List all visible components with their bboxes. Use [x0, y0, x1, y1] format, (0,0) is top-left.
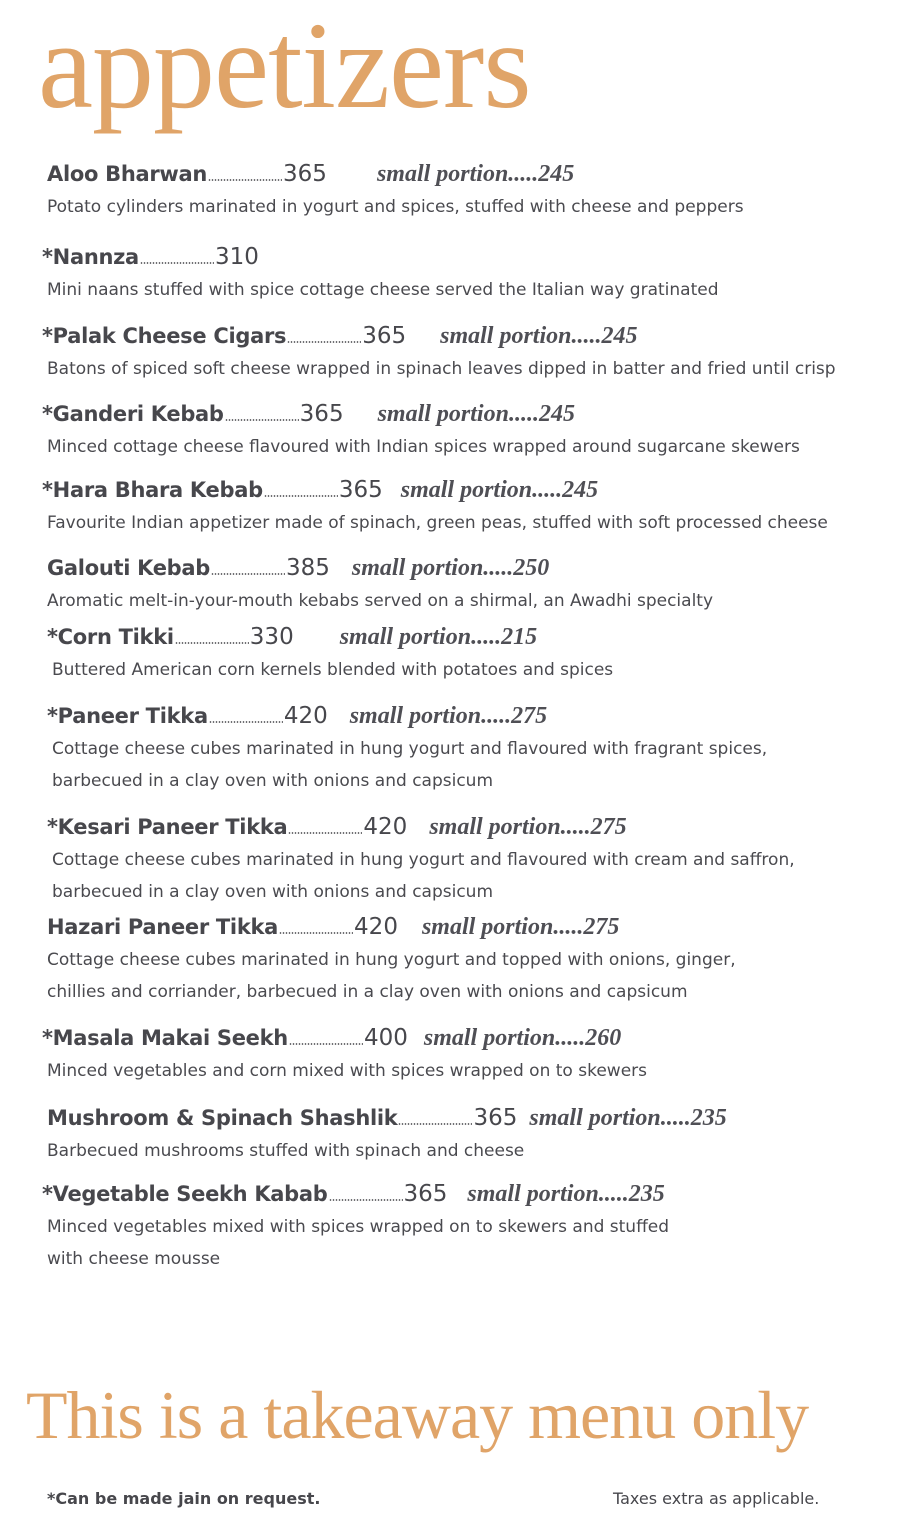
item-name: Aloo Bharwan	[47, 162, 208, 186]
menu-item	[42, 1025, 647, 1087]
dot-leader	[208, 179, 282, 181]
dot-leader	[398, 1123, 472, 1125]
menu-item-header	[47, 161, 744, 191]
menu-item	[42, 244, 719, 306]
menu-item-header	[42, 244, 719, 274]
small-portion-price: small portion.....275	[349, 703, 548, 729]
jain-note: *Can be made jain on request.	[47, 1489, 321, 1508]
item-description: Aromatic melt-in-your-mouth kebabs served on a shirmal, an Awadhi specialty	[47, 591, 714, 611]
menu-item	[47, 914, 736, 1008]
small-portion-price: small portion.....245	[377, 401, 575, 427]
menu-item	[42, 401, 800, 463]
item-description: Buttered American corn kernels blended with potatoes and spices	[52, 660, 614, 680]
small-portion-price: small portion.....235	[467, 1181, 665, 1207]
item-description: with cheese mousse	[47, 1249, 221, 1269]
menu-item-header	[42, 1181, 669, 1211]
item-description: barbecued in a clay oven with onions and capsicum	[52, 882, 494, 902]
menu-item	[47, 161, 744, 223]
item-price: 365	[403, 1181, 448, 1207]
item-name: *Corn Tikki	[47, 625, 174, 649]
tax-note: Taxes extra as applicable.	[613, 1489, 820, 1508]
item-price: 420	[283, 703, 328, 729]
small-portion-price: small portion.....250	[351, 555, 550, 581]
menu-item	[47, 624, 613, 686]
item-description: Minced vegetables mixed with spices wrapped on to skewers and stuffed	[47, 1217, 670, 1237]
dot-leader	[264, 495, 338, 497]
menu-item	[42, 1181, 669, 1275]
item-name: Galouti Kebab	[47, 556, 211, 580]
item-price: 420	[354, 914, 398, 940]
menu-item-header	[42, 477, 828, 507]
menu-item-header	[47, 624, 613, 654]
small-portion-price: small portion.....215	[339, 624, 538, 650]
menu-item-header	[47, 814, 795, 844]
menu-item	[42, 323, 836, 385]
menu-item	[47, 555, 713, 617]
takeaway-banner: This is a takeaway menu only	[26, 1377, 809, 1453]
item-price: 400	[363, 1025, 408, 1051]
small-portion-price: small portion.....245	[376, 161, 575, 187]
menu-item	[47, 814, 795, 908]
dot-leader	[329, 1199, 403, 1201]
menu-item-header	[47, 555, 713, 585]
item-description: Batons of spiced soft cheese wrapped in spinach leaves dipped in batter and fried until crisp	[47, 359, 836, 379]
dot-leader	[225, 419, 299, 421]
small-portion-price: small portion.....245	[400, 477, 599, 503]
dot-leader	[211, 573, 285, 575]
menu-item	[47, 1105, 727, 1167]
dot-leader	[287, 341, 361, 343]
item-description: Barbecued mushrooms stuffed with spinach and cheese	[47, 1141, 525, 1161]
menu-item-header	[47, 914, 736, 944]
item-name: *Palak Cheese Cigars	[42, 324, 287, 348]
dot-leader	[209, 721, 283, 723]
menu-item-header	[47, 703, 767, 733]
dot-leader	[288, 832, 362, 834]
small-portion-price: small portion.....245	[440, 323, 638, 349]
item-name: Hazari Paneer Tikka	[47, 915, 279, 939]
item-name: *Masala Makai Seekh	[42, 1026, 288, 1050]
item-price: 365	[473, 1105, 518, 1131]
item-description: Cottage cheese cubes marinated in hung yogurt and flavoured with fragrant spices,	[52, 739, 768, 759]
small-portion-price: small portion.....275	[429, 814, 627, 840]
item-description: Minced cottage cheese flavoured with Indian spices wrapped around sugarcane skewers	[47, 437, 800, 457]
menu-item-header	[42, 1025, 647, 1055]
item-description: barbecued in a clay oven with onions and capsicum	[52, 771, 494, 791]
dot-leader	[289, 1043, 363, 1045]
item-description: Cottage cheese cubes marinated in hung yogurt and flavoured with cream and saffron,	[52, 850, 795, 870]
item-name: *Nannza	[42, 245, 139, 269]
item-price: 365	[362, 323, 407, 349]
item-description: chillies and corriander, barbecued in a clay oven with onions and capsicum	[47, 982, 688, 1002]
item-description: Minced vegetables and corn mixed with spices wrapped on to skewers	[47, 1061, 647, 1081]
small-portion-price: small portion.....275	[421, 914, 620, 940]
menu-item-header	[47, 1105, 727, 1135]
item-description: Potato cylinders marinated in yogurt and spices, stuffed with cheese and peppers	[47, 197, 744, 217]
dot-leader	[279, 932, 353, 934]
item-price: 420	[363, 814, 408, 840]
item-price: 385	[286, 555, 330, 581]
menu-item	[47, 703, 767, 797]
item-price: 310	[214, 244, 259, 270]
item-price: 365	[299, 401, 344, 427]
item-description: Mini naans stuffed with spice cottage cheese served the Italian way gratinated	[47, 280, 719, 300]
item-name: Mushroom & Spinach Shashlik	[47, 1106, 398, 1130]
item-name: *Paneer Tikka	[47, 704, 208, 728]
item-name: *Hara Bhara Kebab	[42, 478, 263, 502]
item-price: 330	[249, 624, 294, 650]
small-portion-price: small portion.....260	[423, 1025, 622, 1051]
dot-leader	[175, 642, 249, 644]
menu-heading: appetizers	[38, 0, 531, 134]
item-description: Cottage cheese cubes marinated in hung yogurt and topped with onions, ginger,	[47, 950, 736, 970]
menu-item-header	[42, 401, 800, 431]
menu-item-header	[42, 323, 836, 353]
item-price: 365	[338, 477, 383, 503]
item-name: *Vegetable Seekh Kabab	[42, 1182, 328, 1206]
item-name: *Ganderi Kebab	[42, 402, 224, 426]
item-description: Favourite Indian appetizer made of spinach, green peas, stuffed with soft processed cheese	[47, 513, 828, 533]
dot-leader	[140, 262, 214, 264]
item-name: *Kesari Paneer Tikka	[47, 815, 288, 839]
item-price: 365	[283, 161, 327, 187]
small-portion-price: small portion.....235	[529, 1105, 727, 1131]
menu-item	[42, 477, 828, 539]
